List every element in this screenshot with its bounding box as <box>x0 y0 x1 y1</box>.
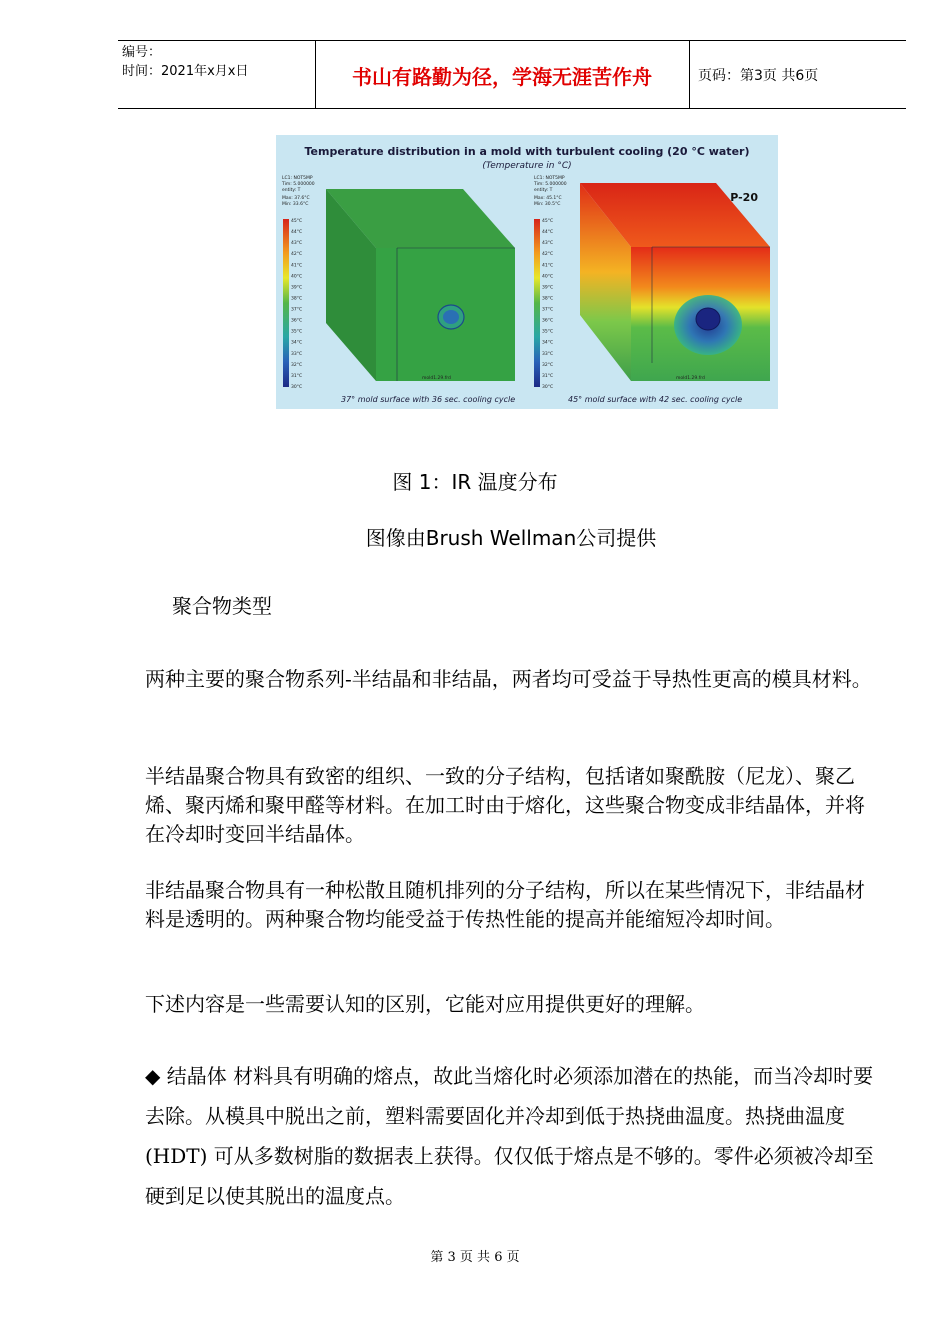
left-color-scale <box>283 219 289 387</box>
header-page-number: 页码：第3页 共6页 <box>698 68 819 84</box>
paragraph: 两种主要的聚合物系列-半结晶和非结晶，两者均可受益于导热性更高的模具材料。 <box>145 667 872 691</box>
header-motto: 书山有路勤为径，学海无涯苦作舟 <box>352 65 652 89</box>
scale-tick-label: 31°C <box>291 373 303 379</box>
scale-tick-label: 43°C <box>542 241 554 247</box>
scale-tick-label: 33°C <box>542 351 554 357</box>
scale-tick-label: 30°C <box>291 385 303 390</box>
scale-tick-label: 36°C <box>291 318 303 324</box>
scale-tick-label: 44°C <box>542 230 554 236</box>
scale-tick-label: 45°C <box>291 219 303 224</box>
scale-tick-label: 41°C <box>542 263 554 269</box>
paragraph: ◆ 结晶体 材料具有明确的熔点，故此当熔化时必须添加潜在的热能，而当冷却时要去除。从模具中脱出之前，塑料需要固化并冷却到低于热挠曲温度。热挠曲温度(HDT) 可从多数树脂的数据表上获得。仅仅低于熔点是不够的。零件必须被冷却至硬到足以使其脱出的温度点。 <box>145 1064 874 1208</box>
temperature-figure <box>276 135 778 409</box>
scale-tick-label: 43°C <box>291 241 303 247</box>
paragraph: 下述内容是一些需要认知的区别，它能对应用提供更好的理解。 <box>145 992 705 1016</box>
figure-subtitle: (Temperature in °C) <box>482 161 572 171</box>
scale-tick-label: 40°C <box>291 274 303 280</box>
left-caption: 37° mold surface with 36 sec. cooling cycle <box>341 395 516 404</box>
figure-credit: 图像由Brush Wellman公司提供 <box>365 526 657 550</box>
paragraph: 非结晶聚合物具有一种松散且随机排列的分子结构，所以在某些情况下，非结晶材料是透明的。两种聚合物均能受益于传热性能的提高并能缩短冷却时间。 <box>145 878 865 931</box>
left-cooling-channel-core <box>443 310 459 324</box>
scale-tick-label: 38°C <box>291 296 303 302</box>
scale-tick-label: 40°C <box>542 274 554 280</box>
figure-caption: 图 1：IR 温度分布 <box>392 470 558 494</box>
right-cooling-channel <box>696 308 720 330</box>
right-info-line: entity: T <box>534 188 553 193</box>
scale-tick-label: 41°C <box>291 263 303 269</box>
header-time: 时间：2021年x月x日 <box>122 64 249 79</box>
right-caption: 45° mold surface with 42 sec. cooling cycle <box>568 395 743 404</box>
section-heading: 聚合物类型 <box>172 594 272 618</box>
scale-tick-label: 39°C <box>542 285 554 291</box>
header-meta <box>122 43 314 81</box>
scale-tick-label: 30°C <box>542 385 554 390</box>
scale-tick-label: 36°C <box>542 318 554 324</box>
left-info-line: Min: 33.6°C <box>282 202 309 207</box>
scale-tick-label: 33°C <box>291 351 303 357</box>
scale-tick-label: 38°C <box>542 296 554 302</box>
right-info-line: LC1: NOT5MP <box>534 176 565 181</box>
material-label: P-20 <box>730 191 758 204</box>
paragraph: 半结晶聚合物具有致密的组织、一致的分子结构，包括诸如聚酰胺（尼龙）、聚乙烯、聚丙烯和聚甲醛等材料。在加工时由于熔化，这些聚合物变成非结晶体，并将在冷却时变回半结晶体。 <box>145 764 865 846</box>
page-header <box>118 40 906 109</box>
header-number: 编号： <box>122 45 162 60</box>
scale-tick-label: 32°C <box>542 362 554 368</box>
scale-tick-label: 31°C <box>542 373 554 379</box>
right-info-line: Tim: 5.000000 <box>534 182 567 187</box>
scale-tick-label: 37°C <box>291 307 303 313</box>
left-info-line: Max: 37.6°C <box>282 196 310 201</box>
figure-title: Temperature distribution in a mold with turbulent cooling (20 °C water) <box>304 145 750 158</box>
scale-tick-label: 32°C <box>291 362 303 368</box>
scale-tick-label: 45°C <box>542 219 554 224</box>
right-info-line: Max: 45.1°C <box>534 196 562 201</box>
left-mold-cube <box>326 189 515 381</box>
scale-tick-label: 42°C <box>542 252 554 258</box>
scale-tick-label: 34°C <box>291 340 303 346</box>
scale-tick-label: 44°C <box>291 230 303 236</box>
right-info-line: Min: 30.5°C <box>534 202 561 207</box>
left-info-line: LC1: NOT5MP <box>282 176 313 181</box>
right-color-scale <box>534 219 540 387</box>
left-info-line: entity: T <box>282 188 301 193</box>
scale-tick-label: 37°C <box>542 307 554 313</box>
header-divider <box>689 41 690 108</box>
right-file-label: mold1.29.frd <box>676 376 705 381</box>
left-info-line: Tim: 5.000000 <box>282 182 315 187</box>
left-file-label: mold1.29.frd <box>422 376 451 381</box>
scale-tick-label: 39°C <box>291 285 303 291</box>
scale-tick-label: 42°C <box>291 252 303 258</box>
scale-tick-label: 35°C <box>291 329 303 335</box>
page-footer: 第 3 页 共 6 页 <box>430 1250 520 1265</box>
scale-tick-label: 35°C <box>542 329 554 335</box>
scale-tick-label: 34°C <box>542 340 554 346</box>
